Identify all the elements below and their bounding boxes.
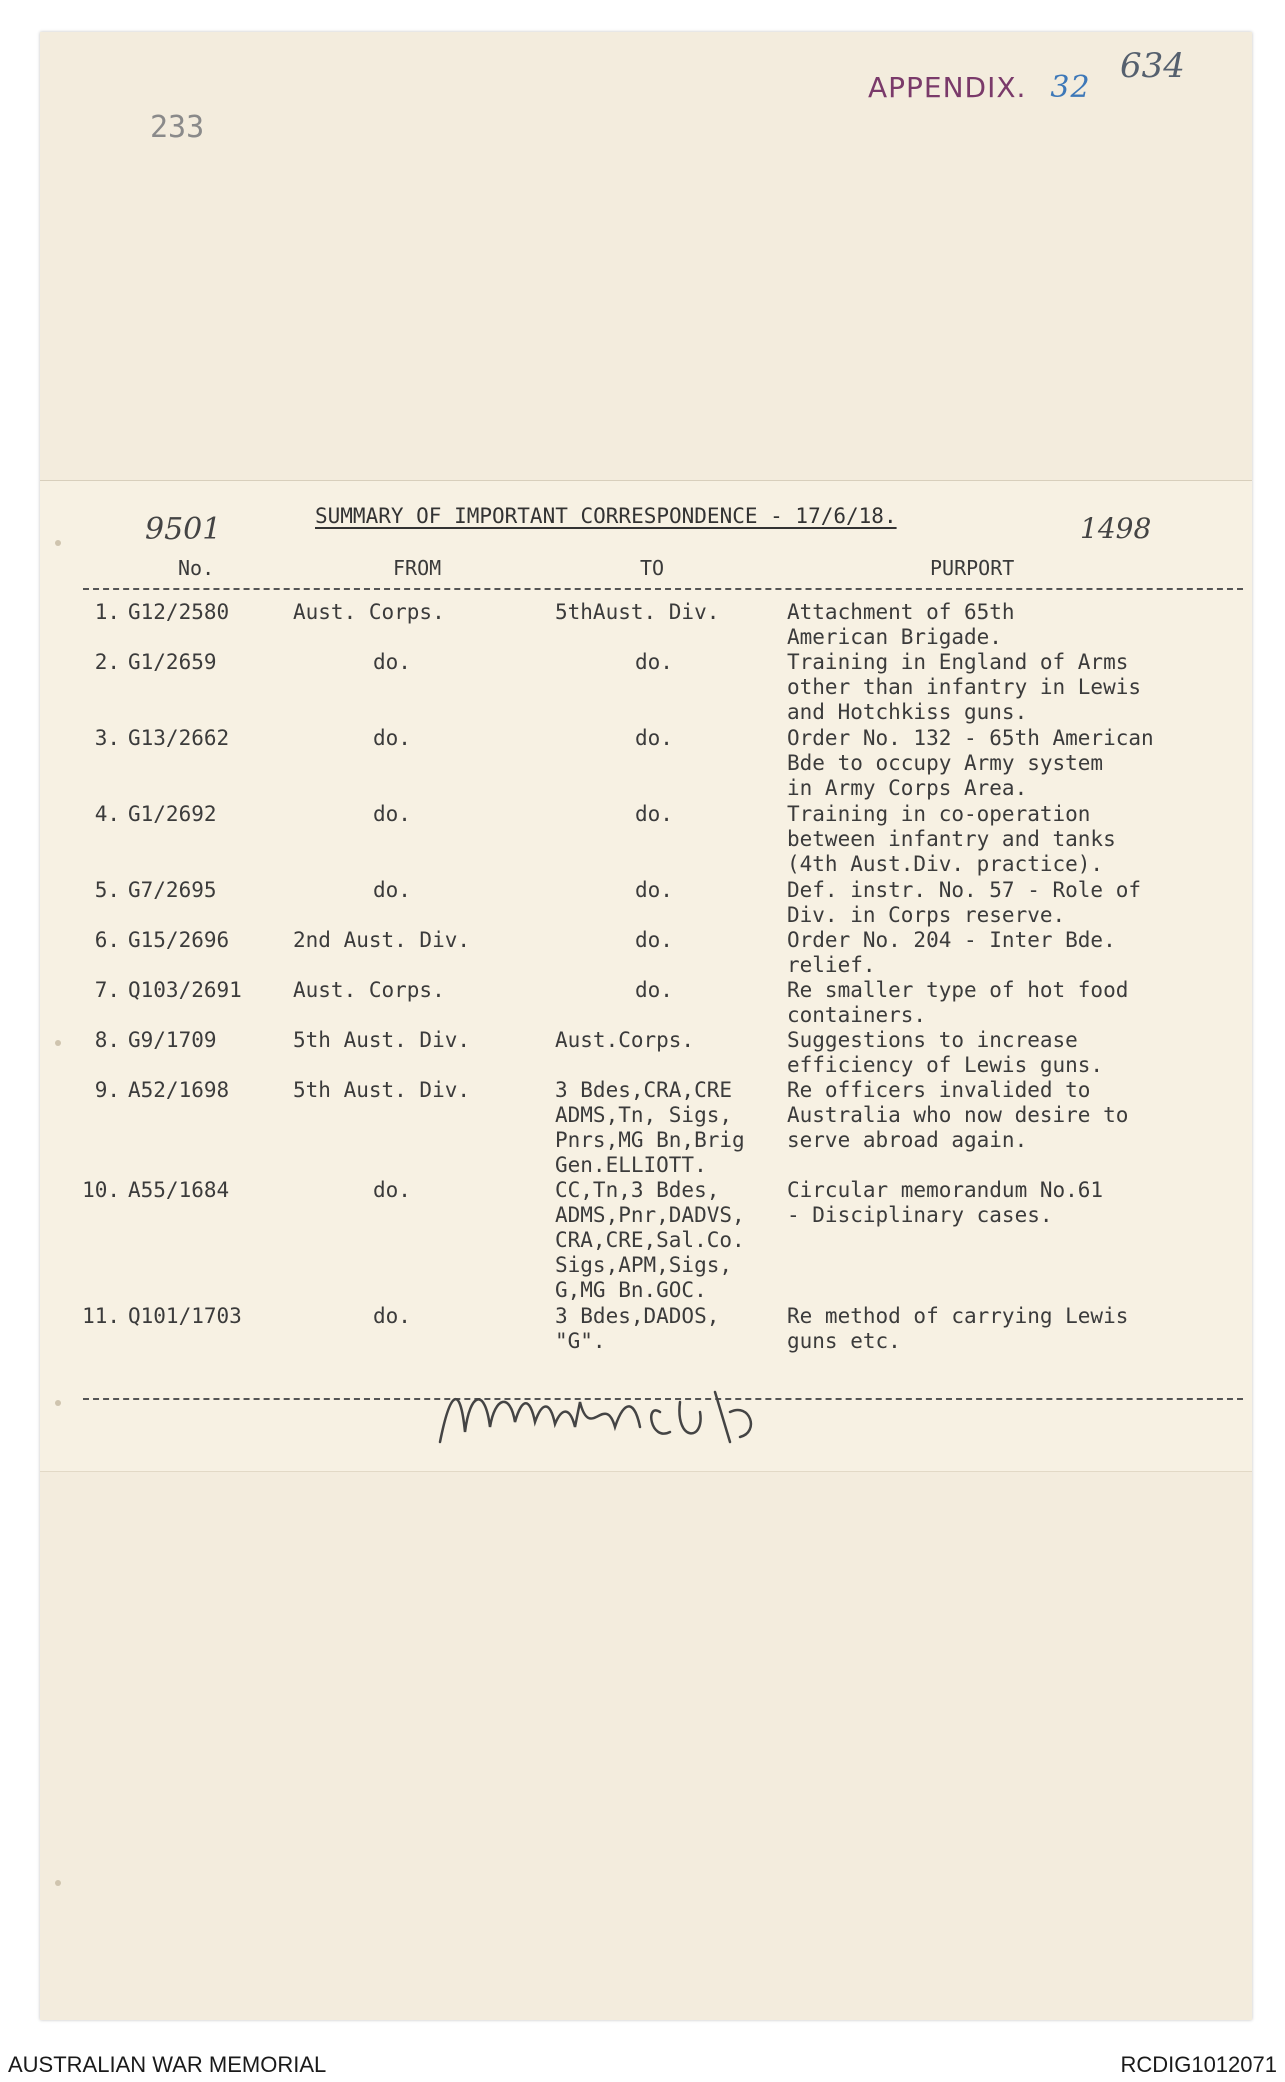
row-reference: G13/2662 (128, 726, 230, 750)
row-reference: A52/1698 (128, 1078, 230, 1102)
row-number: 2. (94, 650, 120, 674)
row-reference: G7/2695 (128, 878, 217, 902)
row-from: Aust. Corps. (293, 600, 445, 624)
row-from: 5th Aust. Div. (293, 1028, 471, 1052)
column-header-purport: PURPORT (930, 556, 1015, 580)
row-from: do. (373, 726, 411, 750)
column-header-from: FROM (393, 556, 442, 580)
row-reference: A55/1684 (128, 1178, 230, 1202)
row-number: 8. (94, 1028, 120, 1052)
row-reference: G1/2692 (128, 802, 217, 826)
row-to: 3 Bdes,DADOS, "G". (555, 1304, 720, 1353)
punch-hole (55, 1880, 61, 1886)
row-to: do. (635, 928, 673, 952)
row-purport: Re method of carrying Lewis guns etc. (787, 1304, 1129, 1353)
table-row (80, 600, 1250, 650)
row-reference: G15/2696 (128, 928, 230, 952)
footer-item-id: RCDIG1012071 (1120, 2052, 1277, 2077)
row-reference: G12/2580 (128, 600, 230, 624)
document-title: SUMMARY OF IMPORTANT CORRESPONDENCE - 17/6/18. (315, 504, 897, 528)
row-number: 10. (82, 1178, 120, 1202)
appendix-number: 32 (1050, 70, 1091, 105)
row-number: 9. (94, 1078, 120, 1102)
row-from: 2nd Aust. Div. (293, 928, 471, 952)
punch-hole (55, 1400, 61, 1406)
row-number: 5. (94, 878, 120, 902)
row-to: CC,Tn,3 Bdes, ADMS,Pnr,DADVS, CRA,CRE,Sal.Co. Sigs,APM,Sigs, G,MG Bn.GOC. (555, 1178, 745, 1302)
row-purport: Suggestions to increase efficiency of Lewis guns. (787, 1028, 1104, 1077)
table-row (80, 1028, 1250, 1078)
table-row (80, 878, 1250, 928)
stamped-folio-number: 233 (150, 110, 205, 145)
row-from: do. (373, 802, 411, 826)
row-purport: Order No. 132 - 65th American Bde to occupy Army system in Army Corps Area. (787, 726, 1154, 800)
row-purport: Order No. 204 - Inter Bde. relief. (787, 928, 1116, 977)
handwritten-page-ref: 634 (1120, 46, 1185, 86)
row-purport: Training in England of Arms other than infantry in Lewis and Hotchkiss guns. (787, 650, 1142, 724)
header-rule (83, 588, 1243, 590)
row-purport: Def. instr. No. 57 - Role of Div. in Corps reserve. (787, 878, 1142, 927)
row-purport: Attachment of 65th American Brigade. (787, 600, 1015, 649)
column-header-to: TO (640, 556, 665, 580)
handwritten-signature (430, 1372, 810, 1452)
table-row (80, 726, 1250, 802)
row-number: 4. (94, 802, 120, 826)
appendix-label: APPENDIX. (868, 71, 1027, 104)
handwritten-left-ref: 9501 (145, 512, 222, 547)
footer-archive-name: AUSTRALIAN WAR MEMORIAL (8, 2052, 327, 2077)
appendix-stamp (868, 70, 1091, 105)
row-from: do. (373, 878, 411, 902)
row-from: do. (373, 650, 411, 674)
row-to: do. (635, 978, 673, 1002)
table-row (80, 650, 1250, 726)
column-header-no: No. (178, 556, 215, 580)
row-number: 3. (94, 726, 120, 750)
row-number: 11. (82, 1304, 120, 1328)
table-row (80, 1078, 1250, 1178)
row-number: 1. (94, 600, 120, 624)
row-number: 6. (94, 928, 120, 952)
row-from: Aust. Corps. (293, 978, 445, 1002)
row-reference: G9/1709 (128, 1028, 217, 1052)
table-row (80, 1178, 1250, 1304)
row-purport: Re officers invalided to Australia who now desire to serve abroad again. (787, 1078, 1129, 1152)
row-to: 5thAust. Div. (555, 600, 720, 624)
correspondence-table (80, 600, 1250, 1364)
row-reference: Q101/1703 (128, 1304, 242, 1328)
table-row (80, 978, 1250, 1028)
row-from: do. (373, 1178, 411, 1202)
table-row (80, 928, 1250, 978)
row-reference: Q103/2691 (128, 978, 242, 1002)
row-to: do. (635, 650, 673, 674)
row-from: do. (373, 1304, 411, 1328)
row-to: do. (635, 878, 673, 902)
row-purport: Re smaller type of hot food containers. (787, 978, 1129, 1027)
row-to: do. (635, 802, 673, 826)
punch-hole (55, 540, 61, 546)
row-to: do. (635, 726, 673, 750)
row-from: 5th Aust. Div. (293, 1078, 471, 1102)
row-to: Aust.Corps. (555, 1028, 695, 1052)
punch-hole (55, 1040, 61, 1046)
row-number: 7. (94, 978, 120, 1002)
table-row (80, 802, 1250, 878)
table-row (80, 1304, 1250, 1364)
handwritten-right-ref: 1498 (1080, 512, 1152, 545)
row-purport: Circular memorandum No.61 - Disciplinary cases. (787, 1178, 1104, 1227)
row-purport: Training in co-operation between infantry and tanks (4th Aust.Div. practice). (787, 802, 1116, 876)
row-to: 3 Bdes,CRA,CRE ADMS,Tn, Sigs, Pnrs,MG Bn,Brig Gen.ELLIOTT. (555, 1078, 745, 1177)
row-reference: G1/2659 (128, 650, 217, 674)
